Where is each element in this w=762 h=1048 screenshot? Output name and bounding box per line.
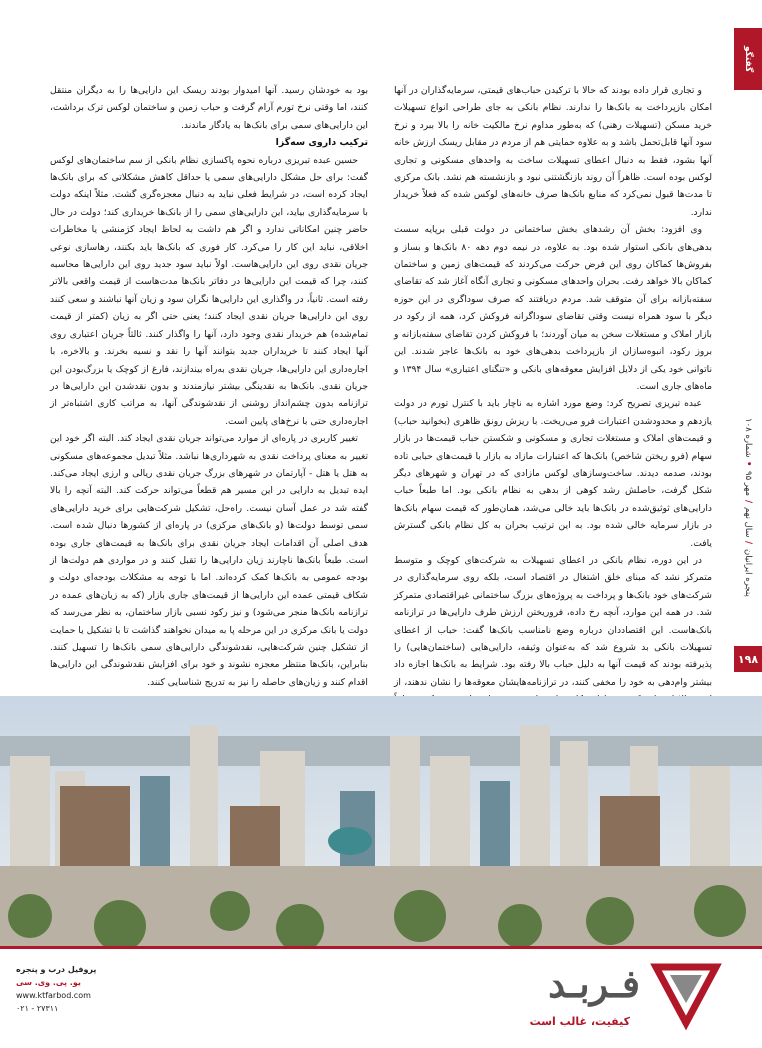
ad-website[interactable]: www.ktfarbod.com	[16, 991, 91, 1000]
paragraph: تغییر کاربری در پاره‌ای از موارد می‌تواند جریان نقدی ایجاد کند. البته اگر خود این تغییر به معنای پرداخت نقدی به شهرداری‌ها نباشد. مثلاً تبدیل مجموعه‌های مسکونی به هتل یا هتل - آپارتمان در شهرهای بزرگ جریان نقدی ریالی و ارزی ایجاد می‌کند. ایده تبدیل به دارایی در این مسیر هم قطعاً می‌تواند حرکت کند. البته آنچه را بالا گفته شد در عمل آسان نیست. راه‌حل، تشکیل شرکت‌هایی برای خرید دارایی‌های سمی توسط دولت‌ها (و بانک‌های مرکزی) در پاره‌ای از کشورها دنبال شده است. هدف اصلی آن اقدامات ایجاد جریان نقدی برای بانک‌ها به قیمت‌های جاری بوده است. طبعاً بانک‌ها ناچارند زیان دارایی‌ها را تقبل کنند و در مواردی هم دولت‌ها از بودجه عمومی به بانک‌ها کمک کرده‌اند. اما با توجه به مشکلات بودجه‌ای دولت و شکاف قیمتی عمده این دارایی‌ها از قیمت‌های جاری بازار (که به زیان‌های عمده در ترازنامه بانک‌ها منجر می‌شود) و نیز رکود نسبی بازار ساختمان، به نظر می‌رسد که دولت یا بانک مرکزی در این مرحله پا به میدان نخواهند گذاشت تا با تشکیل یا حمایت از تشکیل چنین شرکت‌هایی، نقدشوندگی دارایی‌های سمی بانک‌ها را تسهیل کنند. بنابراین، بانک‌ها منتظر معجزه نشوند و خود برای افزایش نقدشوندگی این دارایی‌ها اقدام کنند و زیان‌های حاصله را نیز به تدریج شناسایی کنند.	[50, 433, 368, 688]
brand-name: فـربـد	[548, 961, 640, 1006]
brand-tagline: کیفیت، غالب است	[529, 1015, 630, 1028]
paragraph: و تجاری قرار داده بودند که حالا با ترکیدن حباب‌های قیمتی، سرمایه‌گذاران در آنها امکان بازپرداخت به بانک‌ها را ندارند. نظام بانکی به جای طراحی انواع تسهیلات خرید مسکن (تسهیلات رهنی) که به‌طور مداوم نرخ مالکیت خانه را بالا ببرد و نرخ سود آنها قابل‌تحمل باشد و به علاوه حمایتی هم از مردم در مقابل ریسک ارزش خانه آنها بشود، فقط به دنبال اعطای تسهیلات ساخت به واحدهای مسکونی و تجاری لوکس بوده است. ظاهراً آن روند بازنگشتنی نبود و بازنشسته هم نشد. بانک مرکزی تا مدت‌ها قبول نمی‌کرد که منابع بانک‌ها صرف خانه‌های لوکس شده که فعلاً خریدار ندارد.	[394, 85, 712, 218]
article-left-column	[50, 82, 368, 692]
ad-material: یو. پی. وی. سی	[16, 978, 81, 987]
magazine-month: مهر ۹۵	[743, 470, 753, 496]
page-number: ۱۹۸	[734, 646, 762, 672]
ad-brand	[440, 961, 640, 1028]
magazine-issue: شماره ۱۰۸	[743, 417, 753, 458]
paragraph: وی افزود: بخش آن رشدهای بخش ساختمانی در دولت قبلی برپایه سست بدهی‌های بانکی استوار شده بود. به علاوه، در نیمه دوم دهه ۸۰ بانک‌ها و بساز و بفروش‌ها کماکان روی این فرض حرکت می‌کردند که قیمت‌های زمین و ساختمان کماکان بالا خواهد رفت. بحران واحدهای مسکونی و تجاری آنگاه آغاز شد که تقاضای سفته‌بازانه برای آن متوقف شد. مردم دریافتند که صرف سوداگری در این حوزه دیگر با سود همراه نیست وقتی تقاضای سوداگرانه فروکش کرد، همه از رکود در بازار املاک و مستغلات سخن به میان آوردند؛ با فروکش کردن تقاضای سفته‌بازانه و بروز رکود، انبوه‌سازان از بازپرداخت بدهی‌های خود به بانک‌ها عاجز شدند. این ناتوانی خود یکی از دلایل افزایش معوقه‌های بانکی و «تنگنای اعتباری» سال ۱۳۹۴ و ماه‌های جاری است.	[394, 224, 713, 392]
ad-contact	[16, 963, 136, 1015]
advertisement-banner	[0, 946, 762, 1048]
ad-product: پروفیل درب و پنجره	[16, 965, 97, 974]
paragraph: بود به خودشان رسید. آنها امیدوار بودند ریسک این دارایی‌ها را به دیگران منتقل کنند، اما وقتی نرخ تورم آرام گرفت و حباب زمین و ساختمان لوکس ترک برداشت، این دارایی‌های سمی برای بانک‌ها به یادگار ماندند.	[50, 85, 368, 131]
paragraph: حسین عبده تبریزی درباره نحوه پاکسازی نظام بانکی از سم ساختمان‌های لوکس گفت: برای حل مشکل دارایی‌های سمی یا حداقل کاهش مشکلاتی که برای بانک‌ها ایجاد کرده است، در شرایط فعلی نباید به دنبال معجزه‌گری گشت. مثلاً اینکه دولت با سرمایه‌گذاری بیاید، این دارایی‌های سمی را از بانک‌ها خریداری کند؛ دولت در حال حاضر چنین امکاناتی ندارد و اگر هم داشت به لحاظ ایجاد کژمنشی یا مخاطرات اخلاقی، نباید این کار را می‌کرد. کار فوری که بانک‌ها باید بکنند، رهاسازی نوعی جریان نقدی روی این دارایی‌هاست. اولاً نباید سود جدید روی این دارایی‌ها محاسبه کنند، چرا که قیمت این دارایی‌ها در دفاتر بانک‌ها مدت‌هاست از قیمت واقعی بالاتر رفته است. ثانیاً، در واگذاری این دارایی‌ها نگران سود و زیان آنها نباشند و سعی کنند روی این دارایی‌ها جریان نقدی ایجاد کنند؛ یعنی حتی اگر به زیان (کمتر از قیمت تمام‌شده) هم خریدار نقدی وجود دارد، آنها را واگذار کنند. ثالثاً جریان اعتباری روی آنها ایجاد کنند تا خریداران جدید بتوانند آنها را نقد و نسیه بخرند. و بالاخره، با اجاره‌داری این دارایی‌ها، جریان نقدی به‌راه بیندازند، فارغ از کوچک یا بزرگ‌بودن این جریان نقدی. بانک‌ها به نقدینگی بیشتر نیازمندند و بدون نقدشدن این دارایی‌ها در ترازنامه بدون چشم‌انداز روشنی از نقدشوندگی آنها، به مراتب کاری اشتباه‌تر از اجاره‌داری حتی با نرخ‌های پایین است.	[50, 154, 368, 427]
issue-info: پنجره ایرانیان / سال نهم / مهر ۹۵ • شماره ۱۰۸	[743, 417, 753, 597]
section-label: گفتگو	[743, 45, 753, 73]
paragraph: در این دوره، نظام بانکی در اعطای تسهیلات به شرکت‌های کوچک و متوسط متمرکز نشد که مبنای خلق اشتغال در اقتصاد است، بلکه روی سرمایه‌گذاری در شرکت‌های خود بانک‌ها و پرداخت به پروژه‌های بزرگ ساختمانی غیراقتصادی متمرکز شد. در همه این موارد، آنچه رخ داده، فروریختن ارزش طرف دارایی‌ها در ترازنامه بانک‌هاست. این اقتصاددان درباره وضع نامناسب بانک‌ها گفت: حباب از اعطای تسهیلات بانکی بد شروع شد که به‌عنوان وثیقه، دارایی‌هایی (ساختمان‌هایی) را پذیرفته بودند که قیمت آنها به دلیل حباب بالا رفته بود. شرایط به بانک‌ها اجازه داد بیشتر وام‌دهی به خود را مخفی کنند، در ترازنامه‌هایشان معوقه‌ها را نشان ندهند، از	[394, 554, 712, 688]
ad-phone: ۰۲۱ - ۲۷۳۱۱	[16, 1004, 59, 1013]
magazine-year: سال نهم	[743, 506, 753, 538]
section-tab	[734, 28, 762, 90]
magazine-name: پنجره ایرانیان	[743, 548, 753, 597]
paragraph: عبده تبریزی تصریح کرد: وضع مورد اشاره به ناچار باید با کنترل تورم در دولت یازدهم و محدودشدن اعتبارات فرو می‌ریخت. با ریزش رونق ظاهری (بخوانید حباب) و قیمت‌های املاک و مستغلات تجاری و مسکونی و شکستن حباب قیمت‌ها در بازار سهام (فرو ریختن شاخص) بانک‌ها که اعتبارات مازاد به بازار با قیمت‌های حبابی تاده بودند، صدمه دیدند. ساخت‌وسازهای لوکس مازادی که در تهران و شهرهای دیگر شکل گرفت، حاصلش رشد کوهی از بدهی به نظام بانکی بود. اما طبعاً حباب دارایی‌های ثوثیق‌شده در بانک‌ها باید خالی می‌شد، همان‌طور که قیمت سهام بانک‌ها در بازار سرمایه خالی شده بود. به این ترتیب بحران به کل نظام بانکی گسترش یافت.	[394, 398, 712, 549]
city-skyline-photo	[0, 696, 762, 946]
brand-logo-icon	[650, 957, 722, 1029]
skyline-illustration	[0, 696, 762, 946]
article-right-column	[394, 82, 712, 692]
subheading: ترکیب داروی سه‌گزا	[275, 137, 368, 149]
